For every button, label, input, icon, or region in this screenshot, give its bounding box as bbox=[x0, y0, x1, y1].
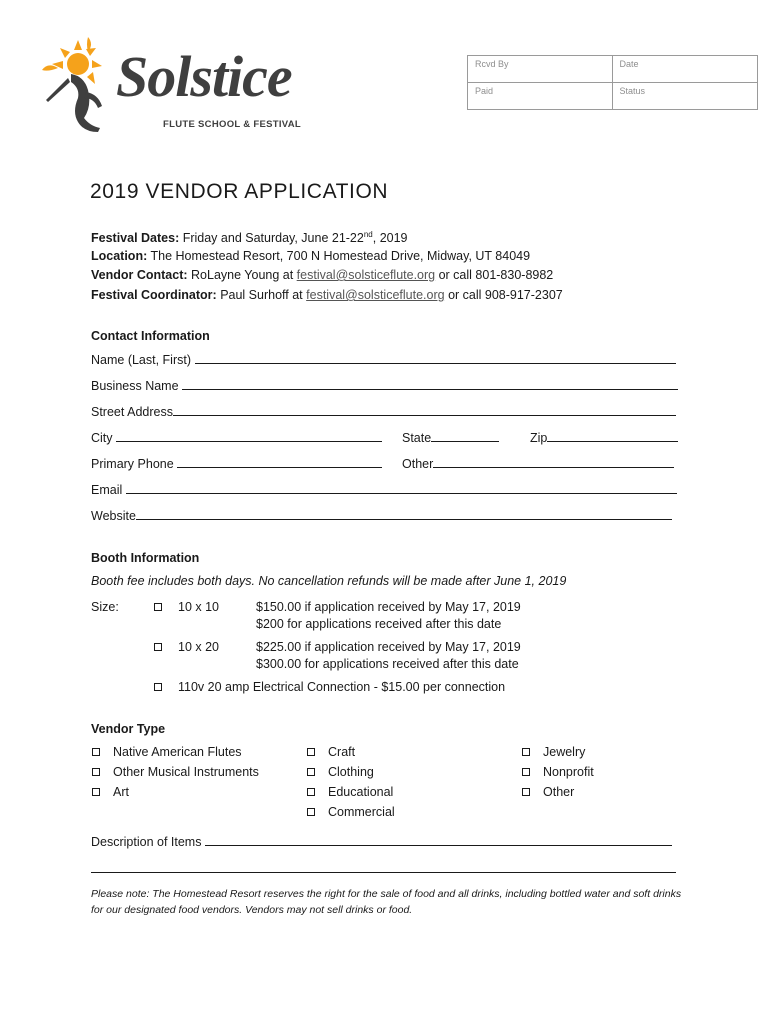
business-name-field[interactable] bbox=[182, 378, 678, 390]
booth-10x10-price-late: $200 for applications received after this date bbox=[256, 617, 502, 631]
vendor-craft-checkbox[interactable] bbox=[307, 748, 315, 756]
logo-wordmark: Solstice bbox=[116, 44, 292, 109]
coordinator-label: Festival Coordinator: bbox=[91, 288, 217, 302]
vendor-commercial-checkbox[interactable] bbox=[307, 808, 315, 816]
vendor-art-label: Art bbox=[113, 785, 129, 799]
vendor-other-instruments-label: Other Musical Instruments bbox=[113, 765, 259, 779]
vendor-commercial-label: Commercial bbox=[328, 805, 395, 819]
vendor-contact-name: RoLayne Young at bbox=[187, 268, 297, 282]
phone-row bbox=[91, 456, 382, 471]
zip-field[interactable] bbox=[547, 430, 678, 442]
coordinator-phone: or call 908-917-2307 bbox=[444, 288, 563, 302]
vendor-type-heading: Vendor Type bbox=[91, 722, 166, 736]
description-row bbox=[91, 834, 672, 849]
vendor-clothing-label: Clothing bbox=[328, 765, 374, 779]
page-title: 2019 VENDOR APPLICATION bbox=[90, 180, 389, 203]
other-phone-label: Other bbox=[402, 457, 434, 471]
state-row bbox=[402, 430, 499, 445]
description-field[interactable] bbox=[205, 834, 672, 846]
booth-10x20-price-late: $300.00 for applications received after this date bbox=[256, 657, 519, 671]
phone-label: Primary Phone bbox=[91, 457, 174, 471]
vendor-other-label: Other bbox=[543, 785, 575, 799]
vendor-contact-phone: or call 801-830-8982 bbox=[435, 268, 554, 282]
city-row bbox=[91, 430, 382, 445]
business-row bbox=[91, 378, 678, 393]
name-label: Name (Last, First) bbox=[91, 353, 192, 367]
status-cell[interactable]: Status bbox=[619, 85, 646, 96]
vendor-contact-email-link[interactable]: festival@solsticeflute.org bbox=[296, 268, 436, 282]
size-label: Size: bbox=[91, 600, 119, 614]
booth-10x10-checkbox[interactable] bbox=[154, 603, 162, 611]
footer-note: Please note: The Homestead Resort reserves the right for the sale of food and all drinks, including bottled water and soft drinks for our designated food vendors. Vendors may not sell drinks or food. bbox=[91, 888, 682, 916]
vendor-art-checkbox[interactable] bbox=[92, 788, 100, 796]
festival-dates-value: Friday and Saturday, June 21-22 bbox=[179, 231, 364, 246]
booth-note: Booth fee includes both days. No cancellation refunds will be made after June 1, 2019 bbox=[91, 574, 567, 588]
festival-dates-year: , 2019 bbox=[372, 231, 408, 246]
other-phone-row bbox=[402, 456, 674, 471]
vendor-contact bbox=[91, 269, 553, 282]
booth-heading: Booth Information bbox=[91, 551, 200, 565]
booth-10x20-price-early: $225.00 if application received by May 17, 2019 bbox=[256, 640, 521, 654]
vendor-craft-label: Craft bbox=[328, 745, 356, 759]
booth-10x20-checkbox[interactable] bbox=[154, 643, 162, 651]
booth-10x10-price-early: $150.00 if application received by May 17, 2019 bbox=[256, 600, 521, 614]
vendor-jewelry-label: Jewelry bbox=[543, 745, 586, 759]
name-row bbox=[91, 352, 676, 367]
booth-10x10-label: 10 x 10 bbox=[178, 600, 220, 614]
office-use-box bbox=[467, 55, 758, 110]
email-label: Email bbox=[91, 483, 123, 497]
vendor-other-instruments-checkbox[interactable] bbox=[92, 768, 100, 776]
electrical-checkbox[interactable] bbox=[154, 683, 162, 691]
contact-heading: Contact Information bbox=[91, 329, 210, 343]
vendor-other-checkbox[interactable] bbox=[522, 788, 530, 796]
vendor-nonprofit-checkbox[interactable] bbox=[522, 768, 530, 776]
vendor-clothing-checkbox[interactable] bbox=[307, 768, 315, 776]
street-label: Street Address bbox=[91, 405, 173, 419]
city-label: City bbox=[91, 431, 113, 445]
coordinator-email-link[interactable]: festival@solsticeflute.org bbox=[306, 288, 445, 302]
booth-10x20-label: 10 x 20 bbox=[178, 640, 220, 654]
logo-subtitle: FLUTE SCHOOL & FESTIVAL bbox=[163, 119, 301, 130]
other-phone-field[interactable] bbox=[433, 456, 674, 468]
festival-location bbox=[91, 250, 530, 263]
festival-dates-sup: nd bbox=[363, 230, 373, 239]
website-field[interactable] bbox=[136, 508, 672, 520]
vendor-native-flutes-label: Native American Flutes bbox=[113, 745, 242, 759]
zip-row bbox=[530, 430, 678, 445]
rcvd-by-cell[interactable]: Rcvd By bbox=[468, 56, 613, 83]
description-label: Description of Items bbox=[91, 835, 202, 849]
vendor-educational-checkbox[interactable] bbox=[307, 788, 315, 796]
festival-coordinator bbox=[91, 289, 563, 302]
vendor-jewelry-checkbox[interactable] bbox=[522, 748, 530, 756]
business-label: Business Name bbox=[91, 379, 179, 393]
street-row bbox=[91, 404, 676, 419]
festival-dates bbox=[91, 231, 408, 245]
email-field[interactable] bbox=[126, 482, 677, 494]
vendor-educational-label: Educational bbox=[328, 785, 394, 799]
street-address-field[interactable] bbox=[173, 404, 676, 416]
date-cell[interactable]: Date bbox=[613, 56, 758, 83]
website-row bbox=[91, 508, 672, 523]
email-row bbox=[91, 482, 677, 497]
state-label: State bbox=[402, 431, 432, 445]
website-label: Website bbox=[91, 509, 136, 523]
festival-dates-label: Festival Dates: bbox=[91, 231, 180, 246]
vendor-contact-label: Vendor Contact: bbox=[91, 268, 188, 282]
electrical-label: 110v 20 amp Electrical Connection - $15.00 per connection bbox=[178, 680, 506, 694]
location-value: The Homestead Resort, 700 N Homestead Drive, Midway, UT 84049 bbox=[147, 249, 531, 263]
name-field[interactable] bbox=[195, 352, 676, 364]
zip-label: Zip bbox=[530, 431, 548, 445]
state-field[interactable] bbox=[431, 430, 499, 442]
description-field-line-2[interactable] bbox=[91, 872, 676, 873]
vendor-native-flutes-checkbox[interactable] bbox=[92, 748, 100, 756]
vendor-nonprofit-label: Nonprofit bbox=[543, 765, 594, 779]
coordinator-name: Paul Surhoff at bbox=[216, 288, 307, 302]
paid-cell[interactable]: Paid bbox=[468, 83, 613, 110]
location-label: Location: bbox=[91, 249, 148, 263]
city-field[interactable] bbox=[116, 430, 382, 442]
primary-phone-field[interactable] bbox=[177, 456, 382, 468]
